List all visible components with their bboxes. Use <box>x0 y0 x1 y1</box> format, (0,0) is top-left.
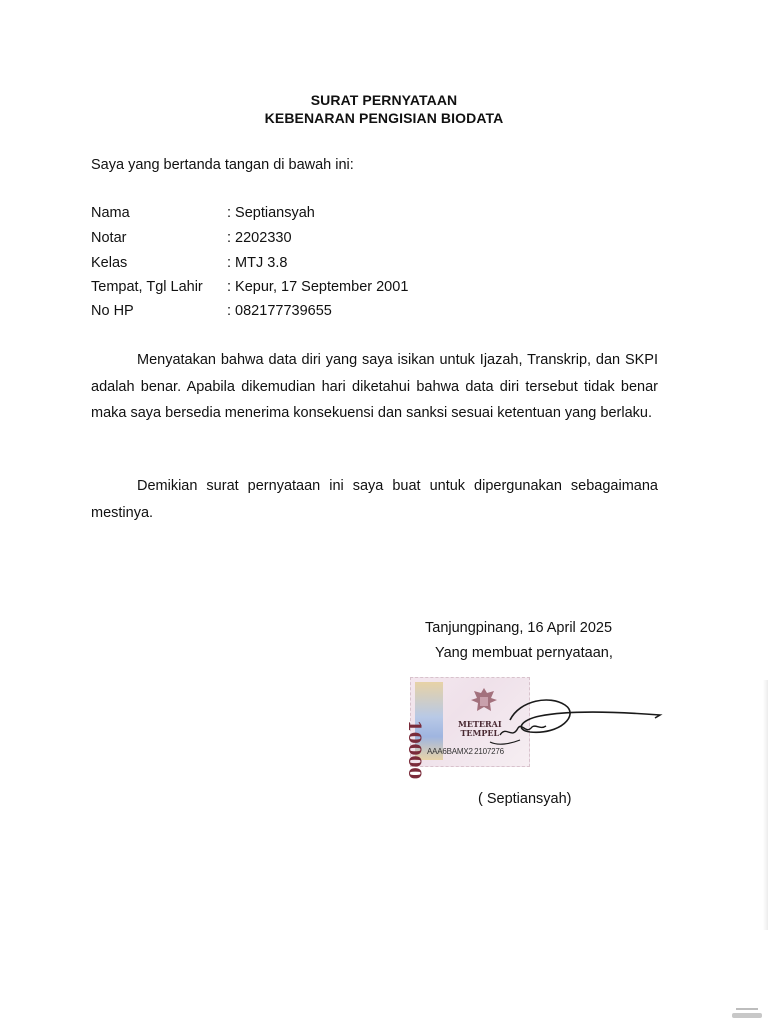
field-value: : 2202330 <box>227 230 292 246</box>
field-value: : MTJ 3.8 <box>227 255 288 271</box>
statement-paragraph: Menyatakan bahwa data diri yang saya isikan untuk Ijazah, Transkrip, dan SKPI adalah benar. Apabila dikemudian hari diketahui bahwa data diri tersebut tidak benar maka saya bersedia menerima konsekuensi dan sanksi sesuai ketentuan yang berlaku. <box>91 352 658 421</box>
camscanner-watermark <box>732 1008 762 1020</box>
maker-label: Yang membuat pernyataan, <box>435 645 613 661</box>
document-subtitle: KEBENARAN PENGISIAN BIODATA <box>264 110 504 126</box>
field-label: Notar <box>91 230 127 246</box>
field-label: Tempat, Tgl Lahir <box>91 279 203 295</box>
watermark-line <box>736 1008 758 1010</box>
signer-name: ( Septiansyah) <box>478 791 572 807</box>
field-value: : Kepur, 17 September 2001 <box>227 279 409 295</box>
stamp-label-line2: TEMPEL <box>460 728 500 738</box>
stamp-serial: AAA6BAMX2 210727​6 <box>427 747 504 756</box>
handwritten-signature <box>470 680 670 770</box>
closing-paragraph: Demikian surat pernyataan ini saya buat untuk dipergunakan sebagaimana mestinya. <box>91 478 658 521</box>
field-value: : 082177739655 <box>227 303 332 319</box>
field-label: No HP <box>91 303 134 319</box>
document-title: SURAT PERNYATAAN <box>310 92 458 108</box>
field-value: : Septiansyah <box>227 205 315 221</box>
camscanner-logo-icon <box>732 1013 762 1018</box>
field-label: Nama <box>91 205 130 221</box>
intro-text: Saya yang bertanda tangan di bawah ini: <box>91 157 354 173</box>
stamp-nominal: 10000 <box>404 720 424 780</box>
place-date: Tanjungpinang, 16 April 2025 <box>425 620 613 636</box>
field-label: Kelas <box>91 255 128 271</box>
stamp-label-line1: METERAI <box>458 719 502 729</box>
scan-edge-shadow <box>763 680 768 930</box>
